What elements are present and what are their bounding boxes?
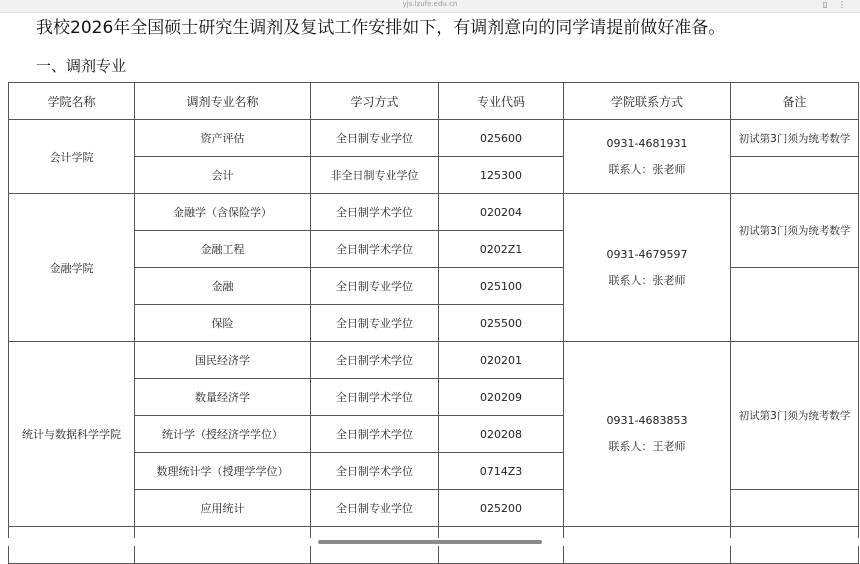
major-cell: 金融学（含保险学） (135, 194, 311, 231)
contact-cell (564, 342, 731, 527)
contact-cell (564, 194, 731, 342)
mode-cell: 全日制学术学位 (311, 342, 439, 379)
code-cell: 020201 (439, 342, 564, 379)
code-cell: 020208 (439, 416, 564, 453)
contact-phone: 0931-4679597 (606, 247, 688, 261)
note-cell: 初试第3门须为统考数学 (731, 342, 859, 490)
table-row (9, 194, 859, 231)
table-row (9, 157, 859, 194)
major-cell: 会计 (135, 157, 311, 194)
mode-cell: 全日制专业学位 (311, 490, 439, 527)
mode-cell: 全日制学术学位 (311, 194, 439, 231)
table-row (9, 342, 859, 379)
code-cell: 025100 (439, 268, 564, 305)
major-cell: 数理统计学（授理学学位） (135, 453, 311, 490)
major-cell: 金融 (135, 268, 311, 305)
college-cell: 金融学院 (9, 194, 135, 342)
table-header-row (9, 83, 859, 120)
url-text[interactable]: yjs.lzufe.edu.cn (402, 0, 458, 8)
table-row (9, 120, 859, 157)
major-cell: 资产评估 (135, 120, 311, 157)
mode-cell: 全日制专业学位 (311, 305, 439, 342)
mode-cell: 全日制学术学位 (311, 231, 439, 268)
home-indicator[interactable] (318, 540, 542, 544)
mode-cell: 全日制专业学位 (311, 268, 439, 305)
bottom-bar (0, 538, 860, 546)
header-mode: 学习方式 (311, 83, 439, 120)
code-cell: 125300 (439, 157, 564, 194)
mode-cell: 全日制学术学位 (311, 416, 439, 453)
contact-person: 联系人：张老师 (608, 162, 686, 176)
mode-cell: 全日制学术学位 (311, 453, 439, 490)
major-cell: 金融工程 (135, 231, 311, 268)
header-note: 备注 (731, 83, 859, 120)
contact-cell (564, 120, 731, 194)
contact-phone: 0931-4681931 (606, 136, 688, 150)
code-cell: 0714Z3 (439, 453, 564, 490)
header-major: 调剂专业名称 (135, 83, 311, 120)
contact-person: 联系人：王老师 (608, 440, 686, 453)
header-college: 学院名称 (9, 83, 135, 120)
note-cell: 初试第3门须为统考数学 (731, 120, 859, 157)
adjustment-table (8, 82, 859, 564)
code-cell: 025200 (439, 490, 564, 527)
note-cell: 初试第3门须为统考数学 (731, 194, 859, 268)
major-cell: 统计学（授经济学学位） (135, 416, 311, 453)
intro-paragraph: 我校2026年全国硕士研究生调剂及复试工作安排如下，有调剂意向的同学请提前做好准备。 (36, 18, 726, 38)
code-cell: 025500 (439, 305, 564, 342)
browser-top-bar (0, 0, 860, 13)
note-cell-empty (731, 157, 859, 194)
college-cell: 会计学院 (9, 120, 135, 194)
major-cell: 应用统计 (135, 490, 311, 527)
code-cell: 0202Z1 (439, 231, 564, 268)
header-contact: 学院联系方式 (564, 83, 731, 120)
contact-phone: 0931-4683853 (606, 414, 688, 427)
header-code: 专业代码 (439, 83, 564, 120)
college-cell: 统计与数据科学学院 (9, 342, 135, 527)
contact-person: 联系人：张老师 (608, 273, 686, 287)
mode-cell: 全日制学术学位 (311, 379, 439, 416)
note-cell-empty (731, 268, 859, 342)
note-cell-empty (731, 490, 859, 527)
table-row (9, 490, 859, 527)
major-cell: 数量经济学 (135, 379, 311, 416)
major-cell: 保险 (135, 305, 311, 342)
code-cell: 025600 (439, 120, 564, 157)
code-cell: 020209 (439, 379, 564, 416)
code-cell: 020204 (439, 194, 564, 231)
mode-cell: 非全日制专业学位 (311, 157, 439, 194)
section-heading: 一、调剂专业 (36, 57, 127, 75)
table-row (9, 268, 859, 305)
browser-menu-icon[interactable]: ▯ ⋮ (823, 0, 850, 9)
major-cell: 国民经济学 (135, 342, 311, 379)
mode-cell: 全日制专业学位 (311, 120, 439, 157)
